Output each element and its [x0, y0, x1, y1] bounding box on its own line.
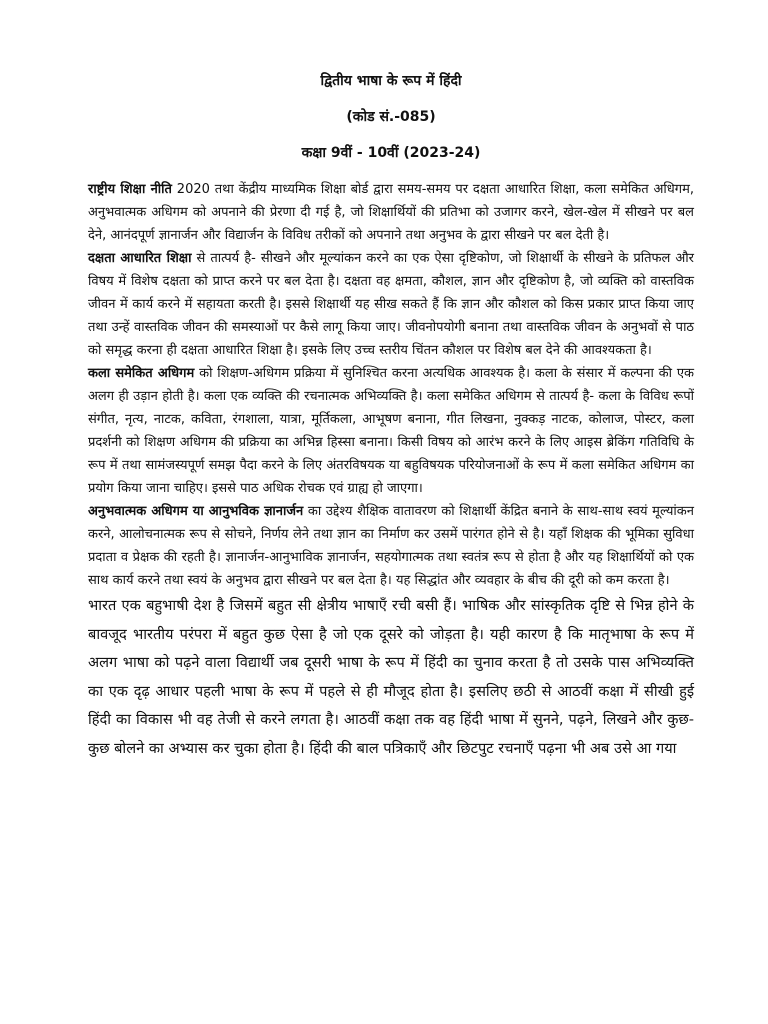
paragraph-lead: कला समेकित अधिगम [88, 366, 195, 381]
paragraph-text: का उद्देश्य शैक्षिक वातावरण को शिक्षार्थी केंद्रित बनाने के साथ-साथ स्वयं मूल्यांकन करने, आलोचनात्मक रूप से सोचने, निर्णय लेने तथा ज्ञान का निर्माण कर उसमें पारंगत होने से है। यहाँ शिक्षक की भूमिका सुविधा प्रदाता व प्रेक्षक की रहती है। ज्ञानार्जन-आनुभाविक ज्ञानार्जन, सहयोगात्मक तथा स्वतंत्र रूप से होता है और यह शिक्षार्थियों को एक साथ कार्य करने तथा स्वयं के अनुभव द्वारा सीखने पर बल देता है। यह सिद्धांत और व्यवहार के बीच की दूरी को कम करता है। [88, 504, 694, 588]
paragraph-text: को शिक्षण-अधिगम प्रक्रिया में सुनिश्चित करना अत्यधिक आवश्यक है। कला के संसार में कल्पना की एक अलग ही उड़ान होती है। कला एक व्यक्ति की रचनात्मक अभिव्यक्ति है। कला समेकित अधिगम से तात्पर्य है- कला के विविध रूपों संगीत, नृत्य, नाटक, कविता, रंगशाला, यात्रा, मूर्तिकला, आभूषण बनाना, गीत लिखना, नुक्कड़ नाटक, कोलाज, पोस्टर, कला प्रदर्शनी को शिक्षण अधिगम की प्रक्रिया का अभिन्न हिस्सा बनाना। किसी विषय को आरंभ करने के लिए आइस ब्रेकिंग गतिविधि के रूप में तथा सामंजस्यपूर्ण समझ पैदा करने के लिए अंतरविषयक या बहुविषयक परियोजनाओं के रूप में कला समेकित अधिगम का प्रयोग किया जाना चाहिए। इससे पाठ अधिक रोचक एवं ग्राह्य हो जाएगा। [88, 366, 694, 496]
paragraph-lead: दक्षता आधारित शिक्षा [88, 251, 192, 266]
paragraph-competency-based-education [88, 247, 694, 362]
document-title: द्वितीय भाषा के रूप में हिंदी [320, 73, 462, 89]
paragraph-multilingual-india [88, 592, 694, 763]
paragraph-national-education-policy [88, 178, 694, 247]
paragraph-lead: राष्ट्रीय शिक्षा नीति [88, 182, 172, 197]
paragraph-art-integrated-learning [88, 362, 694, 500]
paragraph-text: से तात्पर्य है- सीखने और मूल्यांकन करने का एक ऐसा दृष्टिकोण, जो शिक्षार्थी के सीखने के प्रतिफल और विषय में विशेष दक्षता को प्राप्त करने पर बल देता है। दक्षता वह क्षमता, कौशल, ज्ञान और दृष्टिकोण है, जो व्यक्ति को वास्तविक जीवन में कार्य करने में सहायता करती है। इससे शिक्षार्थी यह सीख सकते हैं कि ज्ञान और कौशल को किस प्रकार प्राप्त किया जाए तथा उन्हें वास्तविक जीवन की समस्याओं पर कैसे लागू किया जाए। जीवनोपयोगी बनाना तथा वास्तविक जीवन के अनुभवों से पाठ को समृद्ध करना ही दक्षता आधारित शिक्षा है। इसके लिए उच्च स्तरीय चिंतन कौशल पर विशेष बल देने की आवश्यकता है। [88, 251, 694, 358]
paragraph-experiential-learning [88, 500, 694, 592]
class-year-line: कक्षा 9वीं - 10वीं (2023-24) [301, 145, 481, 161]
paragraph-text: 2020 तथा केंद्रीय माध्यमिक शिक्षा बोर्ड द्वारा समय-समय पर दक्षता आधारित शिक्षा, कला समेकित अधिगम, अनुभवात्मक अधिगम को अपनाने की प्रेरणा दी गई है, जो शिक्षार्थियों की प्रतिभा को उजागर करने, खेल-खेल में सीखने पर बल देने, आनंदपूर्ण ज्ञानार्जन और विद्यार्जन के विविध तरीकों को अपनाने तथा अनुभव के द्वारा सीखने पर बल देती है। [88, 182, 694, 243]
paragraph-text: भारत एक बहुभाषी देश है जिसमें बहुत सी क्षेत्रीय भाषाएँ रची बसी हैं। भाषिक और सांस्कृतिक दृष्टि से भिन्न होने के बावजूद भारतीय परंपरा में बहुत कुछ ऐसा है जो एक दूसरे को जोड़ता है। यही कारण है कि मातृभाषा के रूप में अलग भाषा को पढ़ने वाला विद्यार्थी जब दूसरी भाषा के रूप में हिंदी का चुनाव करता है तो उसके पास अभिव्यक्ति का एक दृढ़ आधार पहली भाषा के रूप में पहले से ही मौजूद होता है। इसलिए छठी से आठवीं कक्षा में सीखी हुई हिंदी का विकास भी वह तेजी से करने लगता है। आठवीं कक्षा तक वह हिंदी भाषा में सुनने, पढ़ने, लिखने और कुछ-कुछ बोलने का अभ्यास कर चुका होता है। हिंदी की बाल पत्रिकाएँ और छिटपुट रचनाएँ पढ़ना भी अब उसे आ गया [88, 597, 694, 757]
document-page [88, 72, 694, 763]
subject-code: (कोड सं.-085) [346, 109, 436, 125]
paragraph-lead: अनुभवात्मक अधिगम या आनुभविक ज्ञानार्जन [88, 504, 304, 519]
